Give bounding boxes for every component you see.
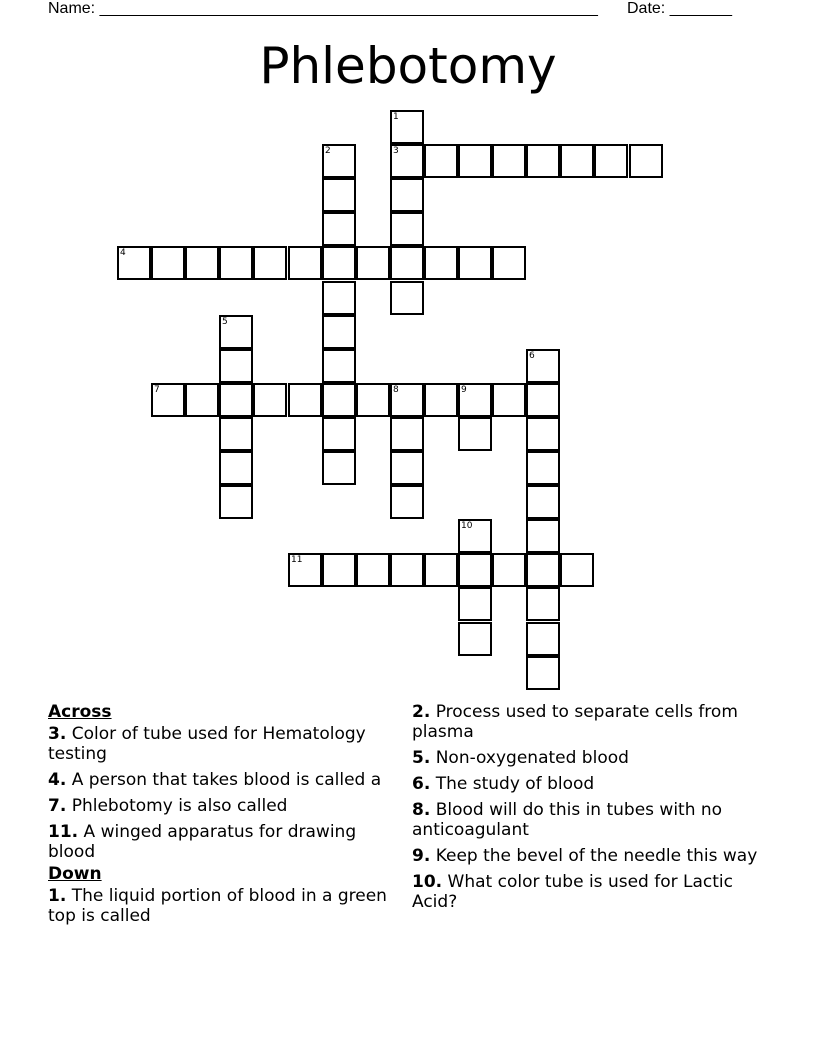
grid-cell[interactable] (492, 383, 526, 417)
grid-cell[interactable] (526, 383, 560, 417)
clues-left-column (48, 702, 388, 932)
grid-cell[interactable] (458, 553, 492, 587)
grid-cell[interactable] (253, 246, 287, 280)
cell-number: 5 (222, 317, 228, 327)
grid-cell[interactable] (288, 553, 322, 587)
clue-number: 1. (48, 886, 67, 906)
clue-down-2 (412, 702, 772, 742)
page-title: Phlebotomy (259, 37, 557, 95)
clue-text: The study of blood (435, 774, 595, 794)
date-field-line: Date: _______ (627, 0, 732, 17)
cell-number: 6 (529, 351, 535, 361)
grid-cell[interactable] (219, 315, 253, 349)
clue-number: 6. (412, 774, 431, 794)
grid-cell[interactable] (424, 553, 458, 587)
grid-cell[interactable] (594, 144, 628, 178)
clue-text: Process used to separate cells from plasma (412, 702, 738, 742)
clue-down-8 (412, 800, 772, 840)
clue-down-10 (412, 872, 772, 912)
grid-cell[interactable] (492, 246, 526, 280)
clue-across-7 (48, 796, 388, 816)
clue-text: Keep the bevel of the needle this way (435, 846, 758, 866)
grid-cell[interactable] (322, 417, 356, 451)
clue-number: 7. (48, 796, 67, 816)
clue-across-3 (48, 724, 388, 764)
clue-number: 2. (412, 702, 431, 722)
grid-cell[interactable] (219, 485, 253, 519)
grid-cell[interactable] (424, 246, 458, 280)
cell-number: 7 (154, 385, 160, 395)
grid-cell[interactable] (526, 417, 560, 451)
grid-cell[interactable] (322, 451, 356, 485)
grid-cell[interactable] (288, 383, 322, 417)
grid-cell[interactable] (526, 622, 560, 656)
clue-down-6 (412, 774, 772, 794)
grid-cell[interactable] (526, 553, 560, 587)
grid-cell[interactable] (151, 383, 185, 417)
clue-text: Blood will do this in tubes with no anticoagulant (412, 800, 723, 840)
cell-number: 3 (393, 146, 399, 156)
grid-cell[interactable] (458, 519, 492, 553)
grid-cell[interactable] (526, 451, 560, 485)
grid-cell[interactable] (322, 212, 356, 246)
cell-number: 1 (393, 112, 399, 122)
grid-cell[interactable] (390, 417, 424, 451)
grid-cell[interactable] (390, 212, 424, 246)
grid-cell[interactable] (117, 246, 151, 280)
grid-cell[interactable] (390, 383, 424, 417)
grid-cell[interactable] (458, 587, 492, 621)
grid-cell[interactable] (526, 587, 560, 621)
grid-cell[interactable] (219, 451, 253, 485)
grid-cell[interactable] (390, 246, 424, 280)
grid-cell[interactable] (458, 417, 492, 451)
clue-number: 10. (412, 872, 443, 892)
cell-number: 10 (461, 521, 473, 531)
grid-cell[interactable] (526, 349, 560, 383)
down-heading: Down (48, 864, 102, 884)
clue-text: Non-oxygenated blood (435, 748, 629, 768)
clue-number: 4. (48, 770, 67, 790)
grid-cell[interactable] (219, 417, 253, 451)
grid-cell[interactable] (219, 246, 253, 280)
grid-cell[interactable] (219, 383, 253, 417)
grid-cell[interactable] (253, 383, 287, 417)
grid-cell[interactable] (322, 246, 356, 280)
grid-cell[interactable] (322, 315, 356, 349)
grid-cell[interactable] (526, 485, 560, 519)
grid-cell[interactable] (526, 519, 560, 553)
grid-cell[interactable] (526, 656, 560, 690)
grid-cell[interactable] (390, 144, 424, 178)
clue-down-9 (412, 846, 772, 866)
cell-number: 11 (291, 555, 303, 565)
clue-text: Phlebotomy is also called (71, 796, 288, 816)
grid-cell[interactable] (390, 281, 424, 315)
cell-number: 4 (120, 248, 126, 258)
grid-cell[interactable] (390, 178, 424, 212)
clue-number: 8. (412, 800, 431, 820)
grid-cell[interactable] (492, 144, 526, 178)
clue-text: A winged apparatus for drawing blood (48, 822, 357, 862)
grid-cell[interactable] (526, 144, 560, 178)
grid-cell[interactable] (390, 553, 424, 587)
grid-cell[interactable] (458, 144, 492, 178)
grid-cell[interactable] (356, 246, 390, 280)
clue-down-5 (412, 748, 772, 768)
grid-cell[interactable] (356, 383, 390, 417)
grid-cell[interactable] (458, 622, 492, 656)
clue-number: 3. (48, 724, 67, 744)
clue-text: What color tube is used for Lactic Acid? (412, 872, 733, 912)
grid-cell[interactable] (322, 383, 356, 417)
grid-cell[interactable] (322, 144, 356, 178)
clue-number: 11. (48, 822, 79, 842)
grid-cell[interactable] (322, 553, 356, 587)
clue-number: 9. (412, 846, 431, 866)
grid-cell[interactable] (390, 451, 424, 485)
grid-cell[interactable] (185, 246, 219, 280)
grid-cell[interactable] (424, 383, 458, 417)
grid-cell[interactable] (492, 553, 526, 587)
name-field-line: Name: ________________________________________________________ (48, 0, 598, 17)
cell-number: 8 (393, 385, 399, 395)
grid-cell[interactable] (629, 144, 663, 178)
grid-cell[interactable] (322, 349, 356, 383)
clue-down-1 (48, 886, 388, 926)
across-heading: Across (48, 702, 112, 722)
clue-text: The liquid portion of blood in a green top is called (48, 886, 387, 926)
grid-cell[interactable] (390, 110, 424, 144)
clues-right-column (412, 702, 772, 918)
clue-text: Color of tube used for Hematology testing (48, 724, 366, 764)
cell-number: 9 (461, 385, 467, 395)
grid-cell[interactable] (322, 281, 356, 315)
clue-number: 5. (412, 748, 431, 768)
grid-cell[interactable] (288, 246, 322, 280)
grid-cell[interactable] (560, 553, 594, 587)
clue-across-4 (48, 770, 388, 790)
grid-cell[interactable] (185, 383, 219, 417)
cell-number: 2 (325, 146, 331, 156)
grid-cell[interactable] (356, 553, 390, 587)
grid-cell[interactable] (151, 246, 185, 280)
clue-text: A person that takes blood is called a (71, 770, 382, 790)
grid-cell[interactable] (322, 178, 356, 212)
grid-cell[interactable] (560, 144, 594, 178)
grid-cell[interactable] (424, 144, 458, 178)
clue-across-11 (48, 822, 388, 862)
grid-cell[interactable] (390, 485, 424, 519)
grid-cell[interactable] (219, 349, 253, 383)
grid-cell[interactable] (458, 246, 492, 280)
grid-cell[interactable] (458, 383, 492, 417)
